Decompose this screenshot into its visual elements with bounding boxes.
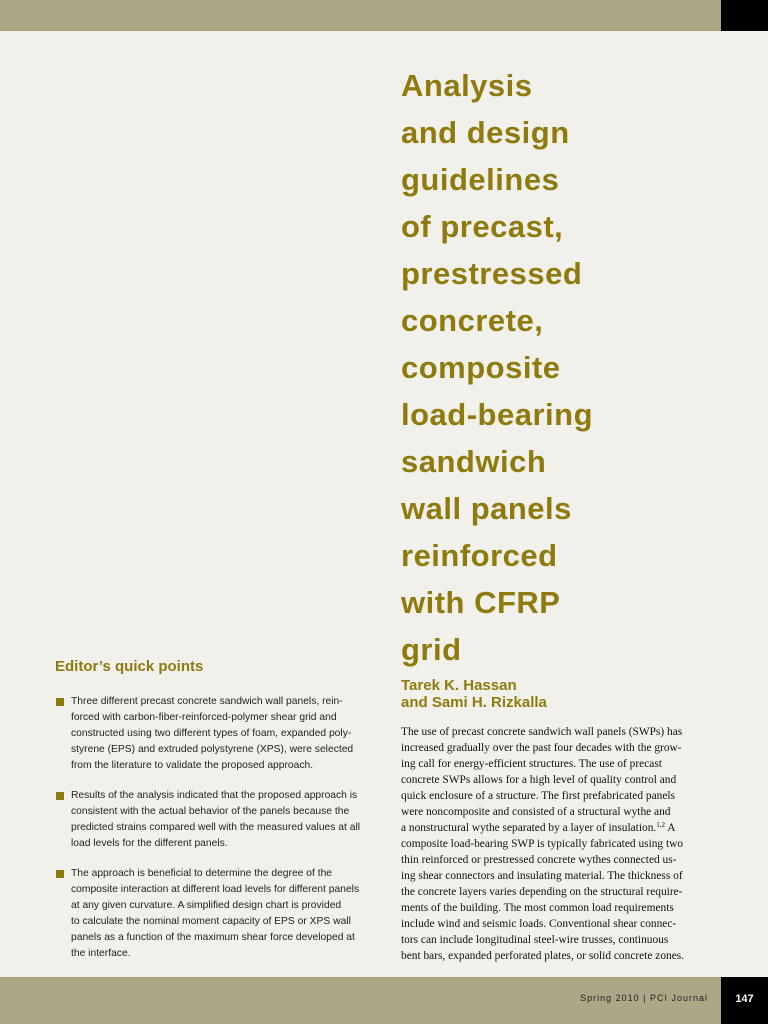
quick-point-text [71, 866, 359, 962]
quick-point-line: constructed using two different types of foam, expanded poly- [71, 728, 352, 739]
body-line: thin reinforced or prestressed concrete wythes connected us- [401, 854, 677, 866]
body-line: were noncomposite and consisted of a structural wythe and [401, 806, 671, 818]
square-bullet-icon [56, 792, 64, 800]
body-line: ments of the building. The most common load requirements [401, 902, 674, 914]
page-number: 147 [735, 993, 754, 1005]
body-line: composite load-bearing SWP is typically fabricated using two [401, 838, 684, 850]
header-bar [0, 0, 721, 31]
quick-point-line: to calculate the nominal moment capacity of EPS or XPS wall [71, 916, 351, 927]
body-line: increased gradually over the past four decades with the grow- [401, 742, 682, 754]
quick-point-line: Results of the analysis indicated that the proposed approach is [71, 790, 358, 801]
body-line-with-citation [401, 820, 714, 836]
quick-point-line: consistent with the actual behavior of the panels because the [71, 806, 350, 817]
body-line: quick enclosure of a structure. The first prefabricated panels [401, 790, 675, 802]
title-line: with CFRP [401, 585, 561, 620]
title-line: guidelines [401, 162, 560, 197]
quick-point-line: composite interaction at different load levels for different panels [71, 884, 360, 895]
body-line: The use of precast concrete sandwich wall panels (SWPs) has [401, 726, 683, 738]
title-line: of precast, [401, 209, 564, 244]
square-bullet-icon [56, 870, 64, 878]
quick-points-heading: Editor’s quick points [55, 658, 204, 675]
square-bullet-icon [56, 698, 64, 706]
quick-point-line: panels as a function of the maximum shear force developed at [71, 932, 355, 943]
body-line: the concrete layers varies depending on the structural require- [401, 886, 683, 898]
citation-tail: A [665, 822, 676, 834]
quick-point-line: at any given curvature. A simplified design chart is provided [71, 900, 342, 911]
title-line: prestressed [401, 256, 583, 291]
author-byline [401, 677, 741, 711]
body-line: bent bars, expanded perforated plates, or solid concrete zones. [401, 950, 685, 962]
quick-point-text [71, 694, 353, 774]
body-line: ing call for energy-efficient structures. The use of precast [401, 758, 662, 770]
journal-footer: Spring 2010 | PCI Journal [580, 993, 708, 1003]
quick-point-line: forced with carbon-fiber-reinforced-polymer shear grid and [71, 712, 337, 723]
quick-point-line: load levels for the different panels. [71, 838, 228, 849]
title-line: composite [401, 350, 561, 385]
title-line: and design [401, 115, 570, 150]
title-line: sandwich [401, 444, 547, 479]
header-corner-block [721, 0, 768, 31]
body-line: concrete SWPs allows for a high level of quality control and [401, 774, 677, 786]
quick-point-line: Three different precast concrete sandwich wall panels, rein- [71, 696, 343, 707]
article-body [401, 724, 714, 964]
page-number-box [721, 977, 768, 1024]
body-line: a nonstructural wythe separated by a layer of insulation. [401, 822, 657, 834]
body-line: include wind and seismic loads. Conventional shear connec- [401, 918, 677, 930]
quick-point-line: the interface. [71, 948, 131, 959]
title-line: wall panels [401, 491, 572, 526]
quick-point-line: predicted strains compared well with the measured values at all [71, 822, 361, 833]
author-line: Tarek K. Hassan [401, 677, 517, 694]
quick-point-line: styrene (EPS) and extruded polystyrene (XPS), were selected [71, 744, 354, 755]
title-line: concrete, [401, 303, 544, 338]
title-line: Analysis [401, 68, 533, 103]
quick-point-line: The approach is beneficial to determine the degree of the [71, 868, 333, 879]
citation-superscript: 1,2 [656, 821, 666, 829]
title-line: grid [401, 632, 462, 667]
title-line: reinforced [401, 538, 558, 573]
article-title [401, 62, 761, 673]
quick-point-line: from the literature to validate the proposed approach. [71, 760, 314, 771]
author-line: and Sami H. Rizkalla [401, 694, 547, 711]
title-line: load-bearing [401, 397, 594, 432]
body-line: ing shear connectors and insulating material. The thickness of [401, 870, 683, 882]
body-line: tors can include longitudinal steel-wire trusses, continuous [401, 934, 669, 946]
quick-point-text [71, 788, 360, 852]
